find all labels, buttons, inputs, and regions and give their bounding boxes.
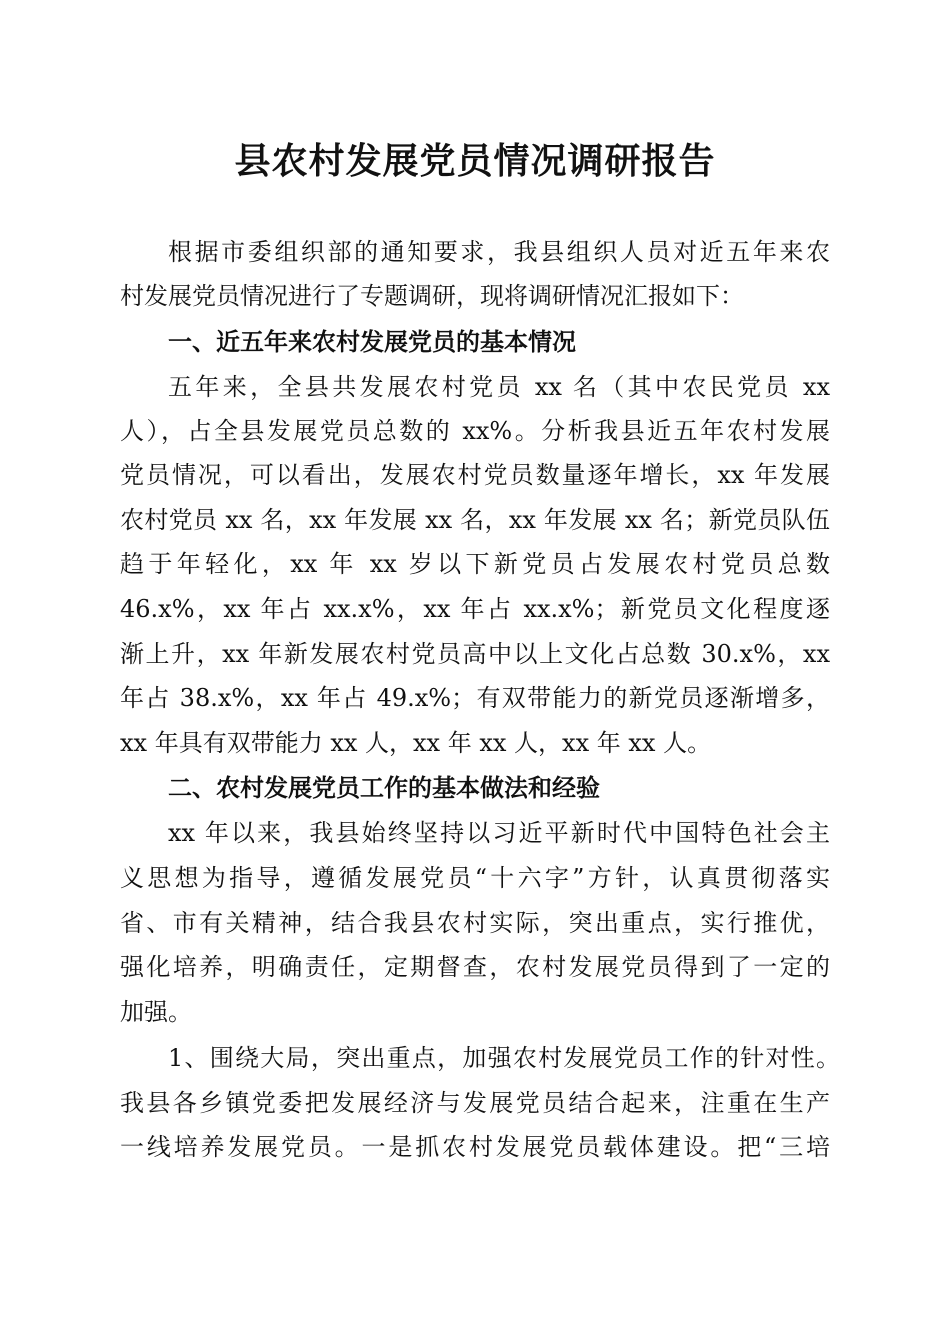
subsection1-line: 一线培养发展党员。一是抓农村发展党员载体建设。把“三培 — [120, 1133, 830, 1161]
section1-line: 人），占全县发展党员总数的 xx%。分析我县近五年农村发展 — [120, 417, 830, 445]
section2-line: xx 年以来，我县始终坚持以习近平新时代中国特色社会主 — [168, 819, 830, 847]
subsection1-line: 1、围绕大局，突出重点，加强农村发展党员工作的针对性。 — [168, 1044, 840, 1072]
section1-line: 农村党员 xx 名，xx 年发展 xx 名，xx 年发展 xx 名；新党员队伍 — [120, 506, 830, 534]
section2-line: 加强。 — [120, 998, 192, 1026]
document-title: 县农村发展党员情况调研报告 — [234, 140, 716, 182]
subsection1-line: 我县各乡镇党委把发展经济与发展党员结合起来，注重在生产 — [120, 1089, 830, 1117]
section1-line: 五年来，全县共发展农村党员 xx 名（其中农民党员 xx — [168, 373, 830, 401]
section2-line: 省、市有关精神，结合我县农村实际，突出重点，实行推优， — [120, 909, 830, 937]
section1-line: 年占 38.x%，xx 年占 49.x%；有双带能力的新党员逐渐增多， — [120, 684, 830, 712]
intro-line: 根据市委组织部的通知要求，我县组织人员对近五年来农 — [168, 238, 830, 266]
intro-line: 村发展党员情况进行了专题调研，现将调研情况汇报如下： — [120, 282, 744, 310]
section1-line: 党员情况，可以看出，发展农村党员数量逐年增长，xx 年发展 — [120, 461, 830, 489]
section-heading-2: 二、农村发展党员工作的基本做法和经验 — [168, 774, 600, 802]
section1-line: 渐上升，xx 年新发展农村党员高中以上文化占总数 30.x%，xx — [120, 640, 830, 668]
section2-line: 义思想为指导，遵循发展党员“十六字”方针，认真贯彻落实 — [120, 864, 830, 892]
section1-line: 46.x%，xx 年占 xx.x%，xx 年占 xx.x%；新党员文化程度逐 — [120, 595, 830, 623]
section1-line: 趋于年轻化，xx 年 xx 岁以下新党员占发展农村党员总数 — [120, 550, 830, 578]
section1-line: xx 年具有双带能力 xx 人，xx 年 xx 人，xx 年 xx 人。 — [120, 729, 712, 757]
section-heading-1: 一、近五年来农村发展党员的基本情况 — [168, 328, 576, 356]
section2-line: 强化培养，明确责任，定期督查，农村发展党员得到了一定的 — [120, 953, 830, 981]
